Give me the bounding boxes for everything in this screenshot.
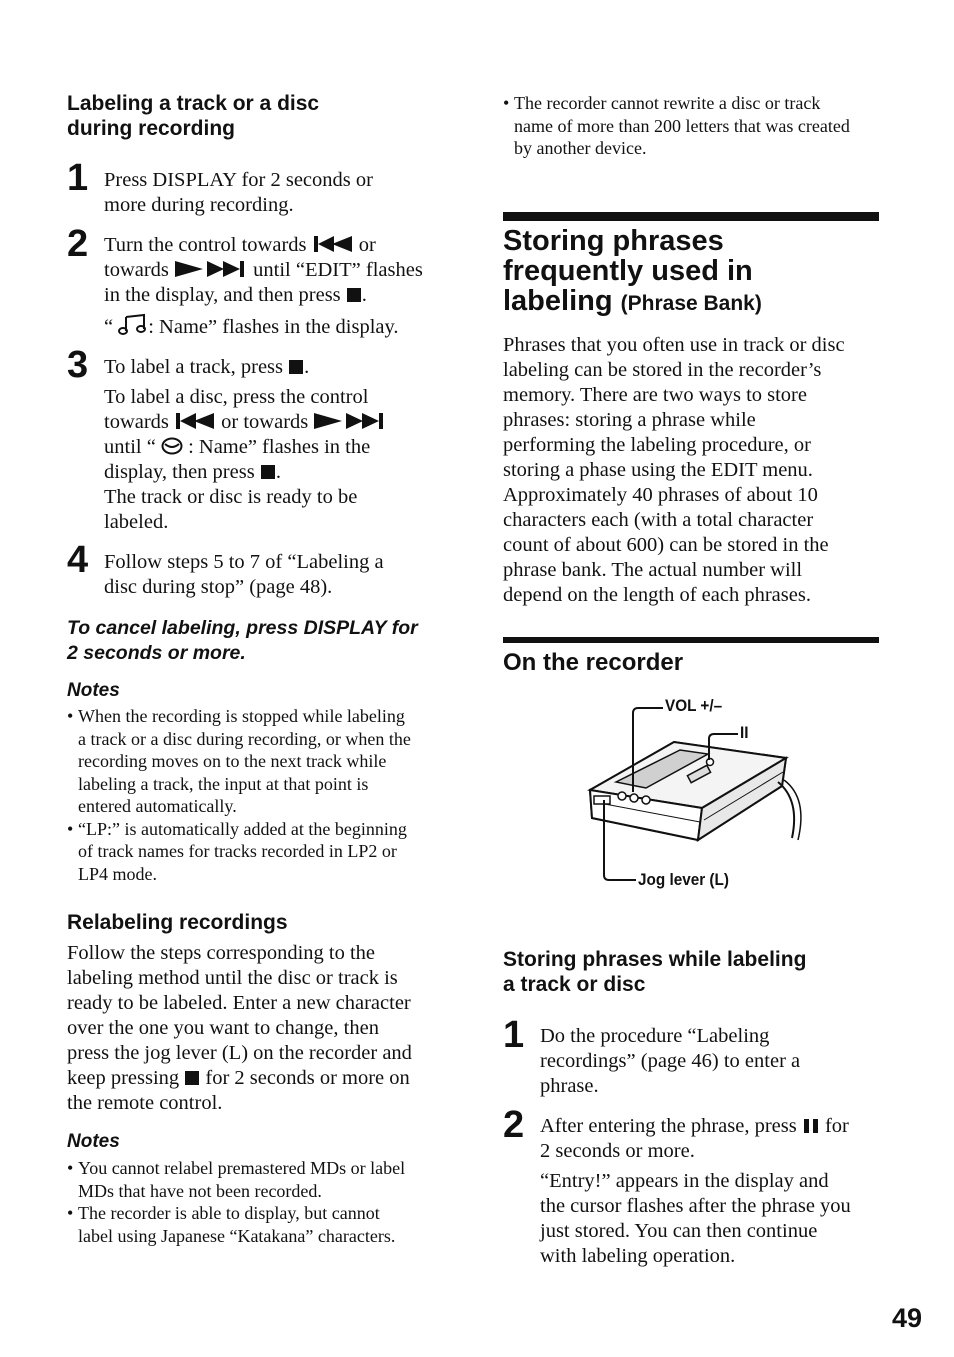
text-line: “LP:” is automatically added at the beginning [78,818,407,839]
text-line: Press DISPLAY for 2 seconds or [104,169,373,191]
text-line: To label a disc, press the control [104,386,369,408]
notes-heading: Notes [67,680,120,701]
text-line: by another device. [514,138,647,158]
text: for 2 seconds or more on [205,1067,410,1089]
text: After entering the phrase, press [540,1115,797,1137]
bullet: • [67,1203,74,1223]
stop-icon [288,359,304,375]
step-text [104,168,449,218]
step-text [104,233,449,340]
text: keep pressing [67,1067,180,1089]
vol-label: VOL +/– [665,696,723,715]
text-line: When the recording is stopped while labeling [78,706,405,726]
text: until “ [104,436,156,458]
notes-heading: Notes [67,1131,120,1152]
text-line [104,435,449,460]
heading-line: a track or disc [503,973,646,996]
heading-line: Storing phrases [503,225,724,257]
note-item [67,818,452,886]
bullet: • [67,818,74,839]
text-line: count of about 600) can be stored in the [503,534,829,556]
play-next-track-icon [174,260,248,278]
text-line: display, then press . [104,461,281,483]
music-note-icon [118,313,148,335]
text-line [104,258,449,283]
text-line: name of more than 200 letters that was created [514,115,850,136]
step-text [104,550,449,600]
step-text [540,1024,885,1099]
text-line: Follow the steps corresponding to the [67,942,376,964]
stop-icon [346,287,362,303]
text-line: The recorder is able to display, but cannot [78,1203,380,1223]
text: for [824,1115,849,1137]
text-line: characters each (with a total character [503,509,814,531]
note-item [67,1202,452,1247]
heading-line: Storing phrases while labeling [503,948,807,971]
text: towards [104,259,169,281]
text-line: disc during stop” (page 48). [104,576,333,598]
text-line: label using Japanese “Katakana” characters. [78,1225,396,1246]
bullet: • [503,93,510,113]
text-line [104,410,449,435]
text-line: You cannot relabel premastered MDs or label [78,1158,406,1178]
text-line: MDs that have not been recorded. [78,1180,322,1201]
text: towards [104,411,169,433]
heading-line: frequently used in [503,255,753,287]
notes-list [67,705,452,885]
text: or towards [221,411,309,433]
md-recorder-illustration [578,690,828,900]
text: “ [104,316,114,338]
cancel-instruction [67,616,452,666]
page-number: 49 [892,1303,923,1333]
text-line [540,1114,885,1139]
text-line: 2 seconds or more. [67,642,246,664]
phrase-bank-paragraph [503,333,888,608]
previous-track-icon [312,235,354,253]
step-number: 3 [67,344,89,386]
text-line: To label a track, press . [104,356,310,378]
text-line: a track or a disc during recording, or when the [78,728,411,749]
text-line: phrase bank. The actual number will [503,559,803,581]
step-number: 4 [67,539,89,581]
previous-track-icon [174,412,216,430]
text-line: memory. There are two ways to store [503,384,807,406]
pause-icon [802,1118,820,1134]
recorder-figure [578,690,828,900]
text-line: phrase. [540,1075,599,1097]
step-number: 1 [503,1014,525,1056]
text: : Name” flashes in the [188,436,371,458]
text: : Name” flashes in the display. [148,316,399,338]
section-heading-storing-phrases [503,947,806,997]
step-number: 2 [67,223,89,265]
top-note [503,92,881,160]
section-heading-labeling-during-recording [67,91,319,141]
text-line: The track or disc is ready to be [104,486,358,508]
text-line: “Entry!” appears in the display and [540,1170,829,1192]
bullet: • [67,1158,74,1178]
text: Turn the control towards [104,234,307,256]
text: or [358,234,376,256]
text-line: depend on the length of each phrases. [503,584,811,606]
text-line: labeling method until the disc or track is [67,967,398,989]
text-line [104,233,449,258]
text-line: LP4 mode. [78,863,157,884]
text: until “EDIT” flashes [253,259,423,281]
text-line: in the display, and then press . [104,284,367,306]
text: (Phrase Bank) [620,292,762,315]
note-item [67,1157,452,1202]
text-line [104,313,449,340]
step-text [104,355,449,535]
section-rule [503,212,879,221]
heading-line [503,286,762,319]
text-line: To cancel labeling, press DISPLAY for [67,617,418,639]
text: in the display, and then press [104,284,341,306]
play-next-track-icon [313,412,387,430]
jog-lever-label: Jog lever (L) [638,870,729,889]
bullet: • [67,706,74,726]
heading-line: during recording [67,117,235,140]
text-line: Phrases that you often use in track or disc [503,334,845,356]
text-line: entered automatically. [78,796,237,816]
stop-icon [260,464,276,480]
step-number: 2 [503,1104,525,1146]
text-line: with labeling operation. [540,1245,736,1267]
text-line: just stored. You can then continue [540,1220,818,1242]
text-line: more during recording. [104,194,294,216]
text-line: performing the labeling procedure, or [503,434,811,456]
pause-label: II [740,723,749,742]
text-line: ready to be labeled. Enter a new character [67,992,411,1014]
heading-line: Labeling a track or a disc [67,92,320,115]
text-line: phrases: storing a phrase while [503,409,756,431]
step-text [540,1114,885,1269]
text-line: recording moves on to the next track while [78,751,387,771]
text: display, then press [104,461,255,483]
section-heading-phrase-bank [503,226,762,319]
text-line: storing a phase using the EDIT menu. [503,459,813,481]
text-line: recordings” (page 46) to enter a [540,1050,801,1072]
stop-icon [184,1070,200,1086]
disc-icon [161,435,183,455]
text-line: Approximately 40 phrases of about 10 [503,484,818,506]
notes-list [67,1157,452,1247]
section-heading-relabeling: Relabeling recordings [67,911,288,934]
text-line: the cursor flashes after the phrase you [540,1195,851,1217]
text: To label a track, press [104,356,284,378]
text-line: Follow steps 5 to 7 of “Labeling a [104,551,384,573]
section-heading-on-the-recorder: On the recorder [503,649,684,676]
text-line: labeled. [104,511,169,533]
text-line: press the jog lever (L) on the recorder and [67,1042,412,1064]
text-line: of track names for tracks recorded in LP2 or [78,841,397,861]
text: labeling [503,285,613,317]
text-line: labeling can be stored in the recorder’s [503,359,822,381]
text-line: over the one you want to change, then [67,1017,379,1039]
relabel-paragraph [67,941,452,1116]
text-line: 2 seconds or more. [540,1140,695,1162]
step-number: 1 [67,157,89,199]
text-line [67,1066,452,1091]
text-line: Do the procedure “Labeling [540,1025,770,1047]
section-rule [503,637,879,643]
text-line: the remote control. [67,1092,223,1114]
note-item [67,705,452,818]
text-line: The recorder cannot rewrite a disc or track [514,93,821,113]
note-item [503,92,881,160]
text-line: labeling a track, the input at that point is [78,773,369,794]
